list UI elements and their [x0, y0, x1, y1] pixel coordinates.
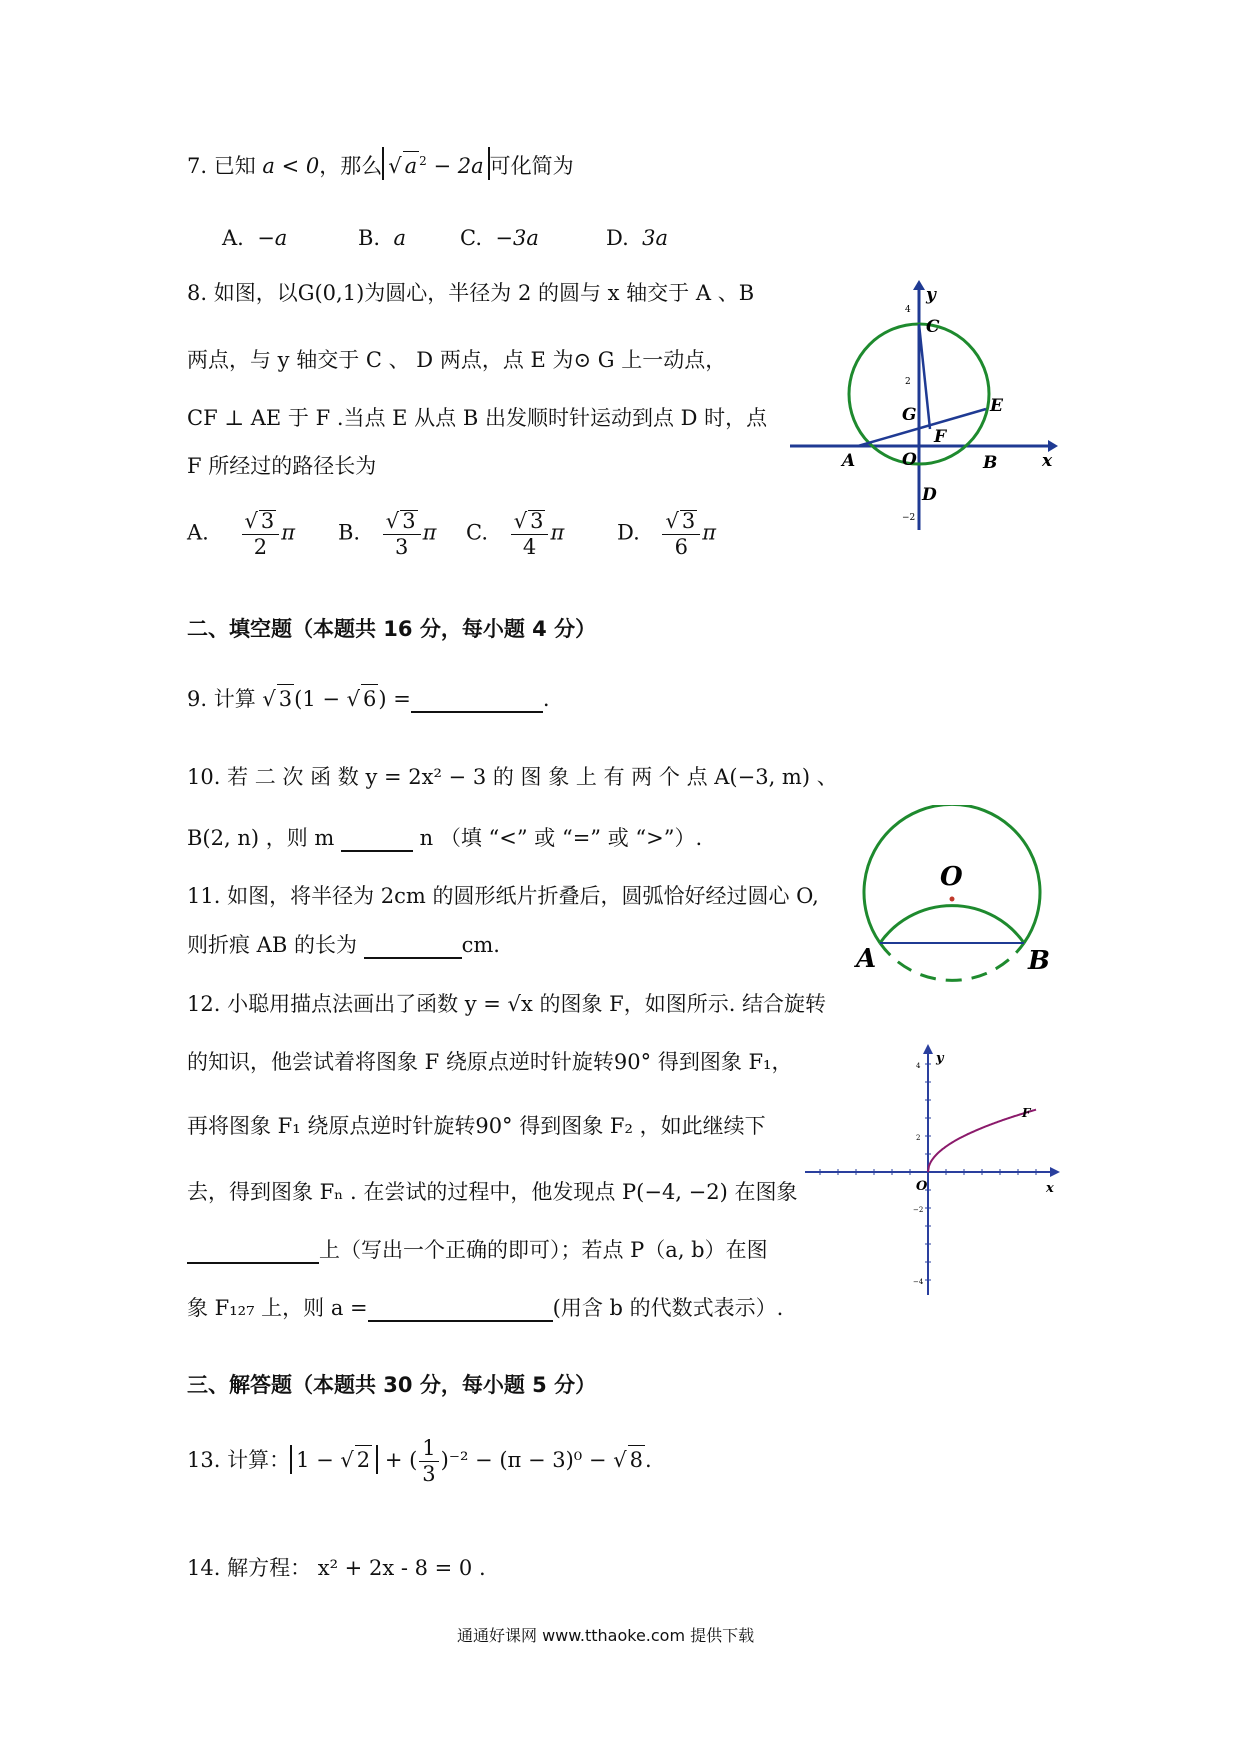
q12-graph-figure: [800, 1040, 1070, 1300]
answer-blank[interactable]: [187, 1262, 319, 1264]
question-7: 7. 已知 a < 0，那么 √ a $^2$ − 2a 可化简为: [187, 147, 574, 180]
fold-arc: [880, 906, 1024, 943]
label-e: E: [990, 396, 1003, 416]
question-12-line-5: 上（写出一个正确的即可）；若点 P（a, b）在图: [187, 1236, 768, 1264]
q8-circle-figure: [790, 280, 1060, 540]
q7-option-c: C. −3a: [460, 226, 539, 250]
q8-option-b: B. $\frac{√ 3}{3}$ π: [338, 509, 437, 559]
label-o: O: [940, 862, 963, 892]
tick-y-4: 4: [916, 1062, 921, 1070]
question-12-line-6: 象 F₁₂₇ 上，则 a = (用含 b 的代数式表示）.: [187, 1296, 784, 1320]
tick-y-4: 4: [905, 305, 911, 315]
tick-y-2: 2: [905, 377, 911, 387]
q11-folded-circle-figure: [840, 805, 1060, 995]
question-8-line-1: 8. 如图，以G(0,1)为圆心，半径为 2 的圆与 x 轴交于 A 、B: [187, 281, 755, 305]
y-axis-arrow-icon: [913, 280, 925, 290]
label-y: y: [926, 285, 936, 305]
center-point: [950, 897, 955, 902]
question-8-line-3: CF ⊥ AE 于 F .当点 E 从点 B 出发顺时针运动到点 D 时，点: [187, 406, 768, 430]
label-a: A: [856, 944, 877, 974]
y-axis-arrow-icon: [923, 1044, 933, 1054]
label-o: O: [902, 450, 917, 470]
segment-ae: [858, 409, 986, 446]
x-axis-arrow-icon: [1050, 1167, 1060, 1177]
label-f: F: [1022, 1106, 1031, 1120]
q8-option-a: A. $\frac{√ 3}{2}$ π: [187, 509, 296, 559]
question-14: 14. 解方程： x² + 2x - 8 = 0 .: [187, 1556, 486, 1580]
label-x: x: [1046, 1181, 1054, 1196]
tick-y-neg-4: −4: [913, 1278, 924, 1286]
question-10-line-1: 10. 若 二 次 函 数 y = 2x² − 3 的 图 象 上 有 两 个 点 A(−3, m) 、: [187, 765, 838, 789]
label-c: C: [926, 317, 940, 337]
question-12-line-4: 去，得到图象 Fₙ . 在尝试的过程中，他发现点 P(−4, −2) 在图象: [187, 1180, 798, 1204]
q8-option-c: C. $\frac{√ 3}{4}$ π: [466, 509, 565, 559]
q7-option-a: A. −a: [222, 226, 288, 250]
q7-option-b: B. a: [358, 226, 406, 250]
label-b: B: [1028, 946, 1050, 976]
label-f: F: [934, 427, 947, 447]
question-13: 13. 计算： 1 − √ 2 + ( $\frac{1}{3}$ )⁻² − (π − 3)⁰ − √ 8.: [187, 1436, 652, 1486]
question-number: 7.: [187, 154, 208, 178]
tick-y-neg-2: −2: [902, 513, 916, 523]
label-g: G: [902, 405, 917, 425]
question-8-line-2: 两点，与 y 轴交于 C 、 D 两点，点 E 为⊙ G 上一动点，: [187, 348, 727, 372]
question-8-line-4: F 所经过的路径长为: [187, 454, 377, 478]
absolute-value-expression: √ a $^2$ − 2a: [382, 147, 489, 180]
answer-blank[interactable]: [341, 850, 413, 852]
q8-option-d: D. $\frac{√ 3}{6}$ π: [617, 509, 717, 559]
answer-blank[interactable]: [364, 957, 462, 959]
question-10-line-2: B(2, n) ，则 m n （填 “<” 或 “=” 或 “>”）.: [187, 826, 703, 850]
answer-blank[interactable]: [368, 1320, 553, 1322]
section-2-title: 二、填空题（本题共 16 分，每小题 4 分）: [187, 617, 597, 641]
folded-away-arc: [880, 943, 1024, 980]
label-a: A: [842, 451, 856, 471]
footer-source: 通通好课网 www.tthaoke.com 提供下载: [457, 1626, 755, 1645]
label-b: B: [983, 453, 998, 473]
label-d: D: [922, 485, 937, 505]
segment-cf: [919, 324, 930, 429]
question-9: 9. 计算 √ 3(1 − √ 6) = .: [187, 684, 550, 713]
q7-option-d: D. 3a: [606, 226, 669, 250]
label-x: x: [1042, 451, 1053, 471]
function-curve-f: [928, 1110, 1036, 1172]
question-12-line-3: 再将图象 F₁ 绕原点逆时针旋转90° 得到图象 F₂ ，如此继续下: [187, 1114, 766, 1138]
tick-y-2: 2: [916, 1134, 921, 1142]
tick-y-neg-2: −2: [913, 1206, 924, 1214]
label-o: O: [916, 1179, 928, 1194]
question-12-line-1: 12. 小聪用描点法画出了函数 y = √x 的图象 F，如图所示. 结合旋转: [187, 992, 827, 1016]
section-3-title: 三、解答题（本题共 30 分，每小题 5 分）: [187, 1373, 597, 1397]
label-y: y: [936, 1051, 944, 1066]
question-11-line-2: 则折痕 AB 的长为 cm.: [187, 933, 500, 957]
question-12-line-2: 的知识，他尝试着将图象 F 绕原点逆时针旋转90° 得到图象 F₁，: [187, 1050, 793, 1074]
answer-blank[interactable]: [411, 711, 543, 713]
question-11-line-1: 11. 如图，将半径为 2cm 的圆形纸片折叠后，圆弧恰好经过圆心 O,: [187, 884, 819, 908]
